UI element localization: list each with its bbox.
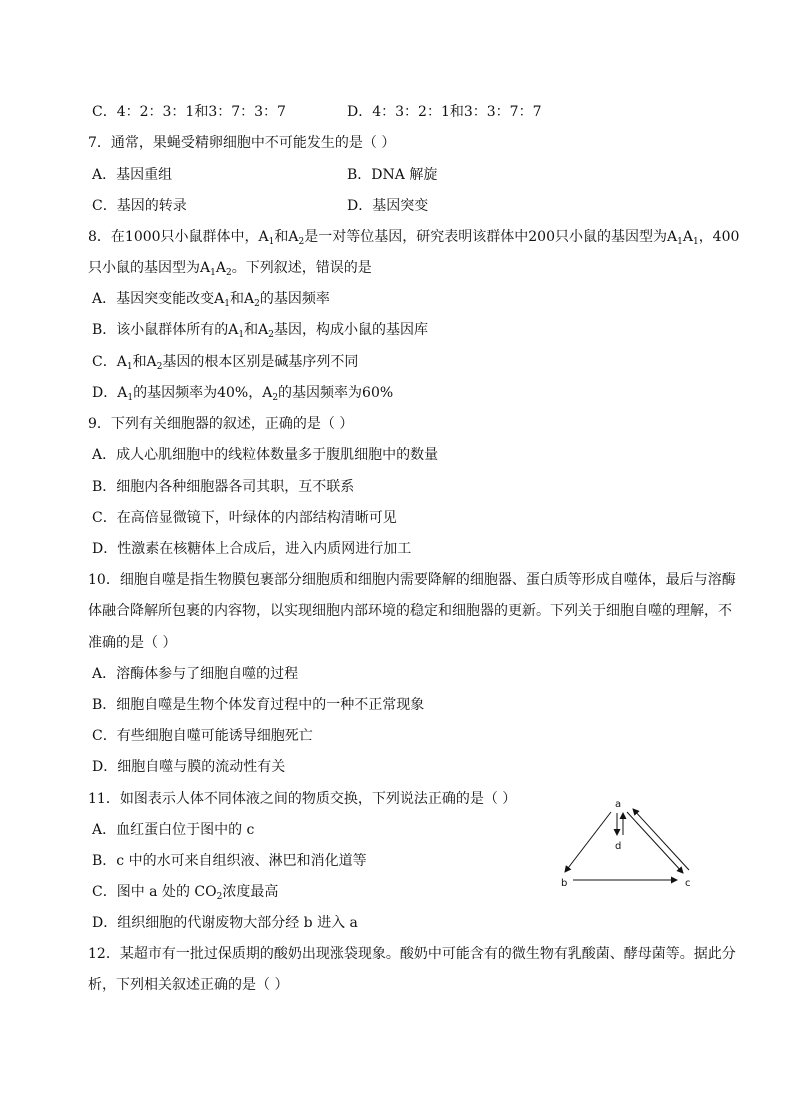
node-b-label: b [561, 878, 568, 889]
q6-option-d: D．4：3：2：1和3：3：7：7 [347, 104, 542, 120]
q7-option-b: B．DNA 解旋 [347, 167, 438, 183]
q7-option-c: C．基因的转录 [92, 198, 187, 214]
q10-stem-line3: 准确的是（ ） [88, 635, 177, 651]
node-c-label: c [685, 878, 691, 889]
q10-option-c: C．有些细胞自噬可能诱导细胞死亡 [92, 728, 313, 744]
q8-option-d: D．$A_1$的基因频率为40%，$A_2$的基因频率为60% [92, 385, 394, 403]
q9-stem: 9．下列有关细胞器的叙述，正确的是（ ） [88, 416, 354, 432]
body-fluid-diagram [553, 797, 703, 889]
q9-option-c: C．在高倍显微镜下，叶绿体的内部结构清晰可见 [92, 510, 397, 526]
q8-option-b: B．该小鼠群体所有的$A_1$和$A_2$基因，构成小鼠的基因库 [92, 322, 428, 340]
q9-option-a: A．成人心肌细胞中的线粒体数量多于腹肌细胞中的数量 [92, 447, 439, 463]
q12-stem-line1: 12．某超市有一批过保质期的酸奶出现涨袋现象。酸奶中可能含有的微生物有乳酸菌、酵母菌等。据此分 [88, 946, 736, 962]
q6-option-c: C．4：2：3：1和3：7：3：7 [92, 104, 286, 120]
q7-option-a: A．基因重组 [92, 167, 173, 183]
arrow-a-to-c [627, 812, 683, 873]
q11-option-a: A．血红蛋白位于图中的 c [92, 822, 255, 838]
node-d-label: d [615, 841, 622, 852]
q9-option-d: D．性激素在核糖体上合成后，进入内质网进行加工 [92, 541, 412, 557]
q11-stem: 11．如图表示人体不同体液之间的物质交换，下列说法正确的是（ ） [88, 791, 517, 807]
q11-option-d: D．组织细胞的代谢废物大部分经 b 进入 a [92, 915, 358, 931]
q11-option-b: B．c 中的水可来自组织液、淋巴和消化道等 [92, 853, 367, 869]
q7-stem: 7．通常，果蝇受精卵细胞中不可能发生的是（ ） [88, 135, 396, 151]
node-a-label: a [615, 799, 622, 810]
q12-stem-line2: 析，下列相关叙述正确的是（ ） [88, 977, 289, 993]
q10-stem-line1: 10．细胞自噬是指生物膜包裹部分细胞质和细胞内需要降解的细胞器、蛋白质等形成自噬体，最后与溶酶 [88, 572, 736, 588]
q8-option-c: C．$A_1$和$A_2$基因的根本区别是碱基序列不同 [92, 354, 359, 372]
q11-option-c: C．图中 a 处的 $CO_2$浓度最高 [92, 884, 279, 902]
q8-option-a: A．基因突变能改变$A_1$和$A_2$的基因频率 [92, 291, 330, 309]
q8-stem-line2: 只小鼠的基因型为$A_1A_2$。下列叙述，错误的是 [88, 260, 372, 278]
arrow-a-to-b [565, 812, 611, 872]
arrow-c-to-a [633, 809, 689, 870]
q7-option-d: D．基因突变 [347, 198, 429, 214]
q9-option-b: B．细胞内各种细胞器各司其职，互不联系 [92, 479, 355, 495]
q10-option-a: A．溶酶体参与了细胞自噬的过程 [92, 666, 299, 682]
q10-stem-line2: 体融合降解所包裹的内容物，以实现细胞内部环境的稳定和细胞器的更新。下列关于细胞自噬的理解，不 [88, 603, 732, 619]
q10-option-d: D．细胞自噬与膜的流动性有关 [92, 759, 286, 775]
q10-option-b: B．细胞自噬是生物个体发育过程中的一种不正常现象 [92, 697, 425, 713]
q8-stem-line1: 8．在1000只小鼠群体中，$A_1$和$A_2$是一对等位基因，研究表明该群体中200只小鼠的基因型为$A_1A_1$，400 [88, 229, 740, 247]
